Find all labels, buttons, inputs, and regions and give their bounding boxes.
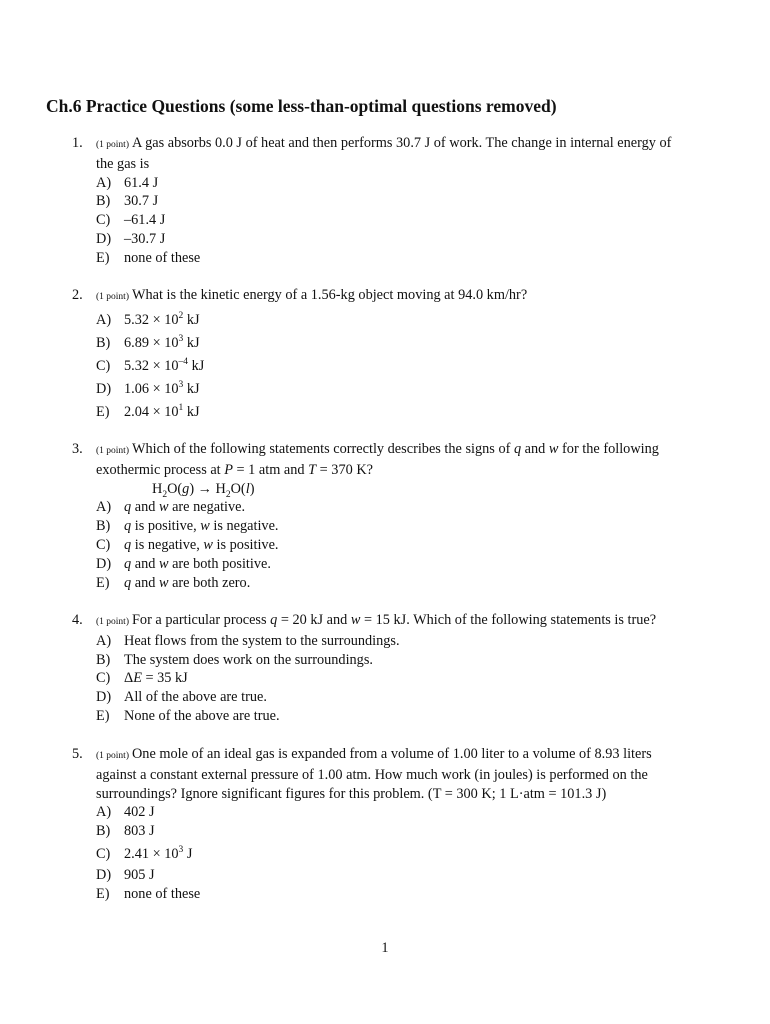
answer-option-a: A) Heat flows from the system to the surroundings. <box>96 632 400 649</box>
question-4 <box>72 611 712 726</box>
answer-option-a: A) $5.32 \times 10^2$ kJ <box>96 311 200 328</box>
answer-option-d: D) 905 J <box>96 866 155 883</box>
question-number: 1. <box>72 135 83 151</box>
question-5 <box>72 745 712 904</box>
answer-option-a: A) 402 J <box>96 804 155 821</box>
points-label: (1 point) <box>96 617 129 627</box>
answer-option-e: E) $2.04 \times 10^1$ kJ <box>96 403 200 420</box>
answer-option-a: A) 61.4 J <box>96 174 159 191</box>
answer-option-d: D) $1.06 \times 10^3$ kJ <box>96 380 200 397</box>
answer-option-e: E) none of these <box>96 885 201 902</box>
question-number: 2. <box>72 287 83 303</box>
page-title: Ch.6 Practice Questions (some less-than-optimal questions removed) <box>46 96 557 116</box>
answer-option-b: B) 30.7 J <box>96 193 159 210</box>
answer-option-e: E) none of these <box>96 249 201 266</box>
answer-option-b: B) q is positive, w is negative. <box>96 518 279 535</box>
points-label: (1 point) <box>96 751 129 761</box>
answer-option-c: C) –61.4 J <box>96 212 166 229</box>
answer-option-e: E) None of the above are true. <box>96 707 280 724</box>
chemical-equation: $H_2O(g) \to H_2O(l)$ <box>152 480 255 500</box>
answer-option-b: B) 803 J <box>96 823 155 840</box>
answer-option-b: B) The system does work on the surroundings. <box>96 651 373 668</box>
question-number: 4. <box>72 612 83 628</box>
answer-option-d: D) q and w are both positive. <box>96 555 271 572</box>
answer-option-b: B) $6.89 \times 10^3$ kJ <box>96 334 200 351</box>
question-3 <box>72 440 712 592</box>
points-label: (1 point) <box>96 140 129 150</box>
page-number: 1 <box>381 940 389 956</box>
answer-option-c: C) q is negative, w is positive. <box>96 536 279 553</box>
question-1 <box>72 134 712 268</box>
question-number: 3. <box>72 441 83 457</box>
question-2 <box>72 286 712 424</box>
question-text: (1 point) For a particular process q = 20 kJ and w = 15 kJ. Which of the following statements is true? <box>96 612 657 628</box>
question-number: 5. <box>72 746 83 762</box>
answer-option-d: D) –30.7 J <box>96 230 166 247</box>
points-label: (1 point) <box>96 446 129 456</box>
answer-option-c: C) ΔE = 35 kJ <box>96 670 188 687</box>
question-text: (1 point) Which of the following statements correctly describes the signs of q and w for the following exothermic process at P = 1 atm and T = 370 K? <box>96 441 659 478</box>
question-text: (1 point) A gas absorbs 0.0 J of heat and then performs 30.7 J of work. The change in internal energy of the gas is <box>96 135 672 172</box>
answer-option-c: C) $2.41 \times 10^3$ J <box>96 845 193 862</box>
answer-option-c: C) $5.32 \times 10^{-4}$ kJ <box>96 357 205 374</box>
points-label: (1 point) <box>96 292 129 302</box>
answer-option-d: D) All of the above are true. <box>96 689 267 706</box>
question-text: (1 point) What is the kinetic energy of a 1.56-kg object moving at 94.0 km/hr? <box>96 287 528 303</box>
answer-option-e: E) q and w are both zero. <box>96 574 251 591</box>
answer-option-a: A) q and w are negative. <box>96 499 246 516</box>
question-text: (1 point) One mole of an ideal gas is expanded from a volume of 1.00 liter to a volume of 8.93 liters against a constant external pressure of 1.00 atm. How much work (in joules) is performed on the surroundings? Ignore significant figures for this problem. (T = 300 K; 1 L·atm = 101.3 J) <box>96 746 652 802</box>
